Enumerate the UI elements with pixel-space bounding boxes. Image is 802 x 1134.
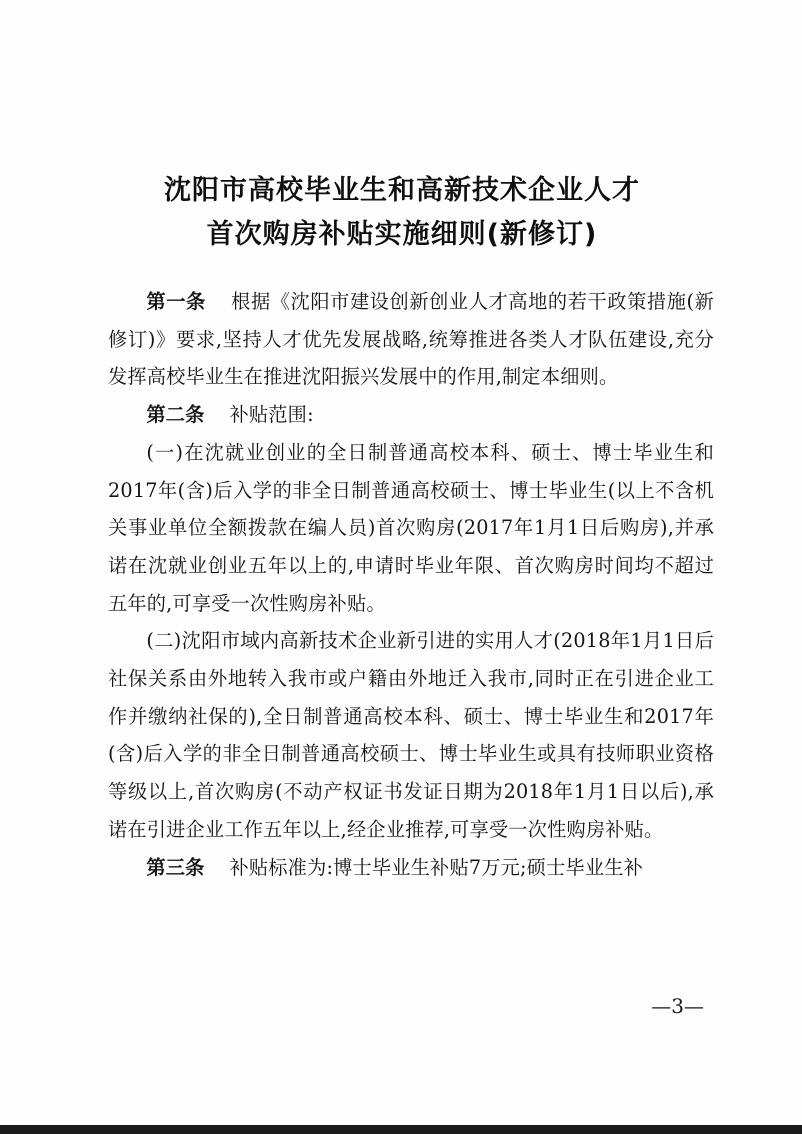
clause-1-paragraph [108, 434, 714, 623]
scan-edge-bar [0, 1125, 802, 1134]
article-3-paragraph [108, 849, 714, 887]
paragraph-text: (二)沈阳市域内高新技术企业新引进的实用人才(2018年1月1日后社保关系由外地转入我市或户籍由外地迁入我市,同时正在引进企业工作并缴纳社保的),全日制普通高校本科、硕士、博士毕业生和2017年(含)后入学的非全日制普通高校硕士、博士毕业生或具有技师职业资格等级以上,首次购房(不动产权证书发证日期为2018年1月1日以后),承诺在引进企业工作五年以上,经企业推荐,可享受一次性购房补贴。 [108, 629, 714, 841]
page-number: —3— [651, 994, 704, 1018]
document-body [108, 283, 714, 886]
clause-2-paragraph [108, 622, 714, 848]
paragraph-text: 补贴标准为:博士毕业生补贴7万元;硕士毕业生补 [229, 855, 644, 879]
paragraph-text: 根据《沈阳市建设创新创业人才高地的若干政策措施(新修订)》要求,坚持人才优先发展战略,统筹推进各类人才队伍建设,充分发挥高校毕业生在推进沈阳振兴发展中的作用,制定本细则。 [108, 290, 714, 389]
article-label: 第三条 [146, 855, 205, 879]
article-label: 第一条 [146, 290, 206, 313]
document-title-line-2: 首次购房补贴实施细则(新修订) [206, 219, 598, 250]
document-title-line-1: 沈阳市高校毕业生和高新技术企业人才 [164, 175, 640, 206]
paragraph-text: (一)在沈就业创业的全日制普通高校本科、硕士、博士毕业生和2017年(含)后入学的非全日制普通高校硕士、博士毕业生(以上不含机关事业单位全额拨款在编人员)首次购房(2017年1月1日后购房),并承诺在沈就业创业五年以上的,申请时毕业年限、首次购房时间均不超过五年的,可享受一次性购房补贴。 [108, 440, 714, 615]
article-1-paragraph [108, 283, 714, 396]
article-2-paragraph [108, 396, 714, 434]
article-label: 第二条 [146, 403, 205, 427]
paragraph-text: 补贴范围: [229, 403, 314, 427]
